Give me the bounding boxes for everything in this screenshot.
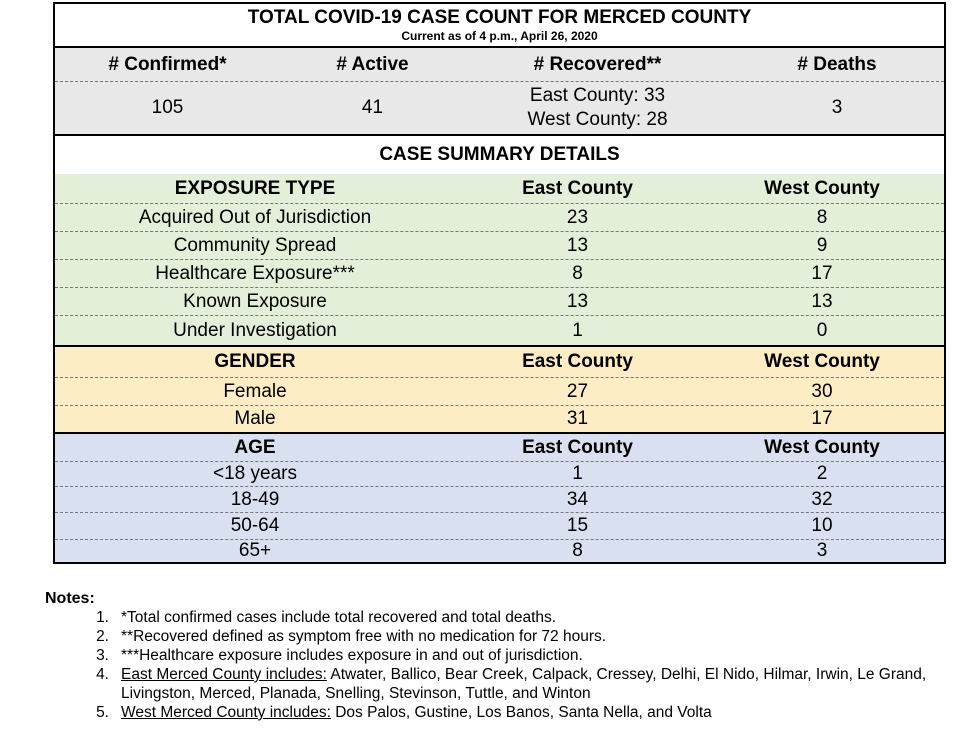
note-text: *Total confirmed cases include total recovered and total deaths. [121, 609, 557, 626]
note-item [45, 646, 945, 665]
table-row [55, 288, 944, 316]
west-value: 13 [811, 290, 833, 312]
deaths-header: # Deaths [797, 53, 877, 75]
note-item [45, 608, 945, 627]
deaths-value: 3 [831, 97, 843, 118]
east-value: 31 [566, 408, 589, 429]
note-item [45, 627, 945, 646]
note-item [45, 665, 945, 703]
west-value: 17 [811, 262, 833, 284]
table-row [55, 406, 944, 434]
case-count-table [53, 2, 946, 564]
note-lead: East Merced County includes: [121, 666, 327, 683]
row-label: <18 years [213, 463, 297, 484]
east-county-header: East County [522, 177, 633, 199]
active-value: 41 [361, 97, 384, 118]
east-value: 34 [566, 488, 589, 510]
table-row [55, 204, 944, 232]
east-value: 8 [572, 540, 583, 561]
confirmed-value: 105 [151, 97, 184, 118]
west-value: 2 [816, 463, 828, 484]
note-item [45, 703, 945, 722]
table-row [55, 316, 944, 347]
note-text: ***Healthcare exposure includes exposure in and out of jurisdiction. [121, 647, 583, 664]
row-label: Under Investigation [173, 319, 337, 341]
totals-header-row [55, 48, 944, 82]
table-row [55, 487, 944, 513]
table-row [55, 540, 944, 562]
recovered-west-value: West County: 28 [527, 109, 668, 130]
row-label: 18-49 [230, 488, 280, 510]
east-county-header: East County [522, 436, 633, 458]
gender-header: GENDER [214, 351, 296, 372]
notes-section [45, 589, 945, 722]
row-label: Male [234, 408, 276, 429]
note-text [121, 665, 945, 703]
east-value: 13 [566, 290, 589, 312]
recovered-header: # Recovered** [533, 53, 662, 75]
note-number: 1. [96, 609, 109, 626]
notes-label: Notes: [45, 590, 95, 607]
note-number: 5. [96, 704, 109, 721]
note-lead: West Merced County includes: [121, 704, 331, 721]
west-value: 9 [816, 234, 828, 256]
row-label: Female [223, 380, 287, 402]
note-number: 3. [96, 647, 109, 664]
west-county-header: West County [764, 351, 880, 372]
active-header: # Active [336, 53, 409, 75]
east-value: 27 [566, 380, 589, 402]
summary-title-row [55, 136, 944, 174]
title-block [55, 4, 944, 48]
note-number: 2. [96, 628, 109, 645]
totals-values-row [55, 82, 944, 136]
age-header-row [55, 434, 944, 462]
table-row [55, 513, 944, 540]
note-body: Dos Palos, Gustine, Los Banos, Santa Nella, and Volta [330, 704, 712, 721]
west-value: 0 [816, 319, 828, 341]
row-label: Healthcare Exposure*** [155, 262, 355, 284]
gender-header-row [55, 347, 944, 378]
row-label: Community Spread [173, 234, 337, 256]
exposure-type-header: EXPOSURE TYPE [174, 177, 336, 199]
west-value: 3 [816, 540, 828, 561]
west-value: 32 [811, 488, 833, 510]
note-text [121, 703, 945, 722]
report-subtitle: Current as of 4 p.m., April 26, 2020 [401, 29, 598, 43]
exposure-header-row [55, 174, 944, 204]
west-value: 17 [811, 408, 833, 429]
east-value: 1 [572, 463, 583, 484]
east-value: 15 [566, 515, 589, 536]
note-text: **Recovered defined as symptom free with no medication for 72 hours. [121, 628, 607, 645]
row-label: 65+ [238, 540, 272, 561]
west-value: 8 [816, 206, 828, 228]
table-row [55, 378, 944, 406]
east-value: 8 [572, 262, 583, 284]
west-value: 30 [811, 380, 833, 402]
east-value: 13 [566, 234, 589, 256]
table-row [55, 462, 944, 487]
row-label: Acquired Out of Jurisdiction [138, 206, 372, 228]
age-header: AGE [234, 436, 276, 458]
table-row [55, 260, 944, 288]
report-title: TOTAL COVID-19 CASE COUNT FOR MERCED COUNTY [247, 7, 752, 28]
west-county-header: West County [764, 177, 880, 199]
east-value: 1 [572, 319, 583, 341]
row-label: 50-64 [230, 515, 280, 536]
summary-title: CASE SUMMARY DETAILS [379, 144, 620, 165]
confirmed-header: # Confirmed* [108, 53, 227, 75]
table-row [55, 232, 944, 260]
note-number: 4. [96, 666, 109, 683]
recovered-values [465, 84, 730, 132]
note-body: Atwater, Ballico, Bear Creek, Calpack, Cressey, Delhi, El Nido, Hilmar, Irwin, Le Grand, Livingston, Merced, Planada, Snelling, Stevinson, Tuttle, and Winton [121, 666, 927, 702]
east-value: 23 [566, 206, 589, 228]
recovered-east-value: East County: 33 [529, 85, 666, 106]
west-county-header: West County [764, 436, 880, 458]
row-label: Known Exposure [183, 290, 327, 312]
east-county-header: East County [522, 351, 633, 372]
west-value: 10 [811, 515, 833, 536]
